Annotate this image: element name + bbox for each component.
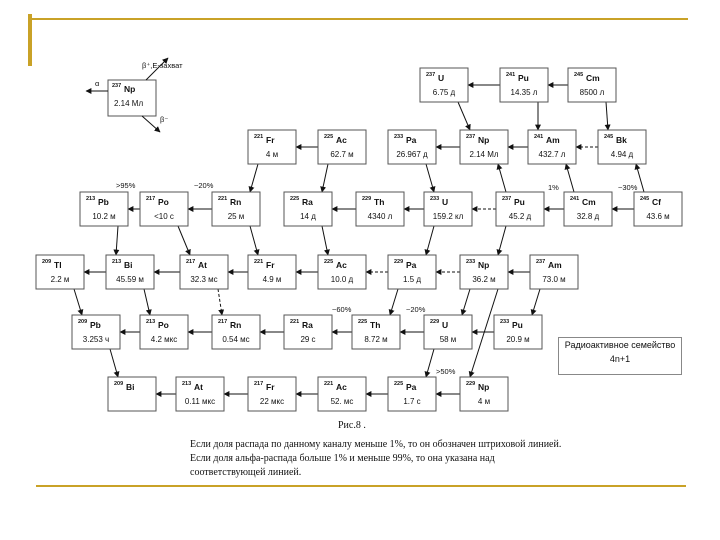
decay-arrow	[322, 164, 328, 192]
decay-arrow	[74, 289, 82, 315]
series-legend-title: Радиоактивное семейство	[564, 340, 676, 350]
element-symbol: Np	[478, 135, 490, 145]
mass-number: 245	[640, 196, 650, 202]
decay-arrow	[144, 289, 150, 315]
branch-percent-label: ~30%	[618, 183, 638, 192]
nuclide-tl209	[36, 255, 84, 289]
nuclide-u237	[420, 68, 468, 102]
element-symbol: U	[442, 197, 449, 207]
half-life: 52. мс	[330, 397, 354, 406]
nuclide-po213	[140, 315, 188, 349]
half-life: 32.3 мс	[190, 275, 218, 284]
mass-number: 245	[574, 72, 584, 78]
decay-arrow	[426, 349, 434, 377]
nuclide-ra221	[284, 315, 332, 349]
nuclide-u229	[424, 315, 472, 349]
nuclide-pa229	[388, 255, 436, 289]
mass-number: 217	[146, 196, 156, 202]
half-life: 32.8 д	[576, 212, 600, 221]
nuclide-am241	[528, 130, 576, 164]
element-symbol: Pa	[406, 260, 417, 270]
half-life: 73.0 м	[542, 275, 566, 284]
element-symbol: Th	[370, 320, 381, 330]
element-symbol: Cm	[582, 197, 596, 207]
element-symbol: Fr	[266, 260, 275, 270]
nuclide-po217	[140, 192, 188, 226]
half-life: 0.11 мкс	[184, 397, 216, 406]
half-life: 45.2 д	[508, 212, 532, 221]
mass-number: 221	[324, 381, 334, 387]
half-life: 20.9 м	[506, 335, 530, 344]
mass-number: 221	[254, 259, 264, 265]
key-half-life: 2.14 Мл	[114, 99, 144, 108]
nuclide-u233	[424, 192, 472, 226]
half-life: 2.2 м	[50, 275, 70, 284]
decay-arrow	[426, 226, 434, 255]
element-symbol: Ra	[302, 197, 313, 207]
element-symbol: Bi	[124, 260, 133, 270]
nuclide-cm241	[564, 192, 612, 226]
mass-number: 245	[604, 134, 614, 140]
half-life: 1.7 с	[403, 397, 421, 406]
half-life: 14 д	[300, 212, 316, 221]
element-symbol: Ac	[336, 260, 347, 270]
nuclide-at217	[180, 255, 228, 289]
mass-number: 237	[466, 134, 476, 140]
half-life: 4 м	[265, 150, 279, 159]
nuclide-bi213	[106, 255, 154, 289]
nuclide-np237	[460, 130, 508, 164]
half-life: 4 м	[477, 397, 491, 406]
element-symbol: Pu	[512, 320, 523, 330]
branch-percent-label: ~60%	[332, 305, 352, 314]
nuclide-pa233	[388, 130, 436, 164]
half-life: 8500 л	[579, 88, 605, 97]
nuclide-ra225	[284, 192, 332, 226]
mass-number: 225	[394, 381, 404, 387]
nuclide-ac225b	[318, 255, 366, 289]
element-symbol: Ac	[336, 382, 347, 392]
nuclide-np233	[460, 255, 508, 289]
mass-number: 225	[324, 259, 334, 265]
element-symbol: Fr	[266, 135, 275, 145]
series-legend-box	[558, 337, 682, 375]
mass-number: 225	[290, 196, 300, 202]
nuclide-pa225	[388, 377, 436, 411]
element-symbol: Tl	[54, 260, 62, 270]
element-symbol: Pu	[514, 197, 525, 207]
element-symbol: Np	[478, 260, 490, 270]
mass-number: 237	[426, 72, 436, 78]
series-legend-formula: 4n+1	[609, 354, 631, 364]
half-life: 36.2 м	[472, 275, 496, 284]
half-life: 2.14 Мл	[469, 150, 499, 159]
decay-arrow	[178, 226, 190, 255]
nuclide-bk245	[598, 130, 646, 164]
element-symbol: Am	[546, 135, 560, 145]
half-life: 22 мкс	[259, 397, 285, 406]
element-symbol: Rn	[230, 197, 242, 207]
decay-arrow	[250, 226, 258, 255]
nuclide-fr221b	[248, 255, 296, 289]
mass-number: 241	[570, 196, 580, 202]
nuclide-ac225a	[318, 130, 366, 164]
nuclide-pu241a	[500, 68, 548, 102]
mass-number: 233	[500, 319, 510, 325]
mass-number: 233	[430, 196, 440, 202]
mass-number: 241	[534, 134, 544, 140]
element-symbol: Pb	[98, 197, 109, 207]
element-symbol: Po	[158, 320, 169, 330]
half-life: 43.6 м	[646, 212, 670, 221]
half-life: 8.72 м	[364, 335, 388, 344]
decay-arrow	[110, 349, 118, 377]
nuclide-bi209	[108, 377, 156, 411]
element-symbol: Pa	[406, 382, 417, 392]
half-life: 25 м	[227, 212, 245, 221]
nuclide-pu237	[496, 192, 544, 226]
mass-number: 217	[254, 381, 264, 387]
nuclide-cf245	[634, 192, 682, 226]
mass-number: 213	[146, 319, 156, 325]
branch-percent-label: >50%	[436, 367, 456, 376]
half-life: 4.9 м	[262, 275, 282, 284]
element-symbol: Bi	[126, 382, 135, 392]
note-line-2: Если доля альфа-распада больше 1% и меньше 99%, то она указана над	[190, 453, 495, 464]
branch-percent-label: ~20%	[194, 181, 214, 190]
decay-arrow	[250, 164, 258, 192]
decay-arrow	[566, 164, 574, 192]
half-life: 4.94 д	[610, 150, 634, 159]
mass-number: 241	[506, 72, 516, 78]
decay-arrow	[532, 289, 540, 315]
element-symbol: Cm	[586, 73, 600, 83]
element-symbol: Cf	[652, 197, 661, 207]
element-symbol: Rn	[230, 320, 242, 330]
nuclide-th225	[352, 315, 400, 349]
half-life: 0.54 мс	[222, 335, 250, 344]
half-life: 6.75 д	[432, 88, 456, 97]
element-symbol: U	[442, 320, 449, 330]
half-life: 10.2 м	[92, 212, 116, 221]
element-symbol: Fr	[266, 382, 275, 392]
nuclide-rn221a	[212, 192, 260, 226]
mass-number: 221	[218, 196, 228, 202]
half-life: <10 с	[154, 212, 174, 221]
mass-number: 221	[290, 319, 300, 325]
mass-number: 213	[112, 259, 122, 265]
mass-number: 237	[536, 259, 546, 265]
mass-number: 225	[358, 319, 368, 325]
decay-arrow	[218, 289, 222, 315]
half-life: 45.59 м	[116, 275, 144, 284]
element-symbol: Th	[374, 197, 385, 207]
decay-arrow	[116, 226, 118, 255]
half-life: 4340 л	[367, 212, 393, 221]
mass-number: 217	[218, 319, 228, 325]
decay-arrow	[498, 226, 506, 255]
element-symbol: Bk	[616, 135, 627, 145]
element-symbol: U	[438, 73, 445, 83]
mass-number: 217	[186, 259, 196, 265]
branch-percent-label: ~20%	[406, 305, 426, 314]
nuclide-th229	[356, 192, 404, 226]
nuclide-am237	[530, 255, 578, 289]
decay-arrow	[498, 164, 506, 192]
branch-percent-label: >95%	[116, 181, 136, 190]
element-symbol: At	[198, 260, 207, 270]
element-symbol: Np	[478, 382, 490, 392]
half-life: 432.7 л	[538, 150, 566, 159]
element-symbol: Ac	[336, 135, 347, 145]
mass-number: 225	[324, 134, 334, 140]
decay-arrow	[426, 164, 434, 192]
key-beta-label: β⁻	[160, 115, 169, 124]
nuclide-rn217	[212, 315, 260, 349]
key-element-symbol: Np	[124, 84, 136, 94]
decay-mode-key	[86, 58, 183, 132]
half-life: 29 с	[300, 335, 316, 344]
half-life: 62.7 м	[330, 150, 354, 159]
key-alpha-label: α	[95, 79, 100, 88]
element-symbol: Pb	[90, 320, 101, 330]
mass-number: 229	[430, 319, 440, 325]
mass-number: 209	[78, 319, 88, 325]
mass-number: 213	[86, 196, 96, 202]
mass-number: 229	[466, 381, 476, 387]
note-line-3: соответствующей линией.	[190, 467, 302, 478]
element-symbol: At	[194, 382, 203, 392]
half-life: 26.967 д	[396, 150, 428, 159]
element-symbol: Ra	[302, 320, 313, 330]
element-symbol: Pu	[518, 73, 529, 83]
half-life: 14.35 л	[510, 88, 538, 97]
nuclide-pu233	[494, 315, 542, 349]
decay-arrow	[322, 226, 328, 255]
element-symbol: Am	[548, 260, 562, 270]
mass-number: 233	[394, 134, 404, 140]
mass-number: 209	[114, 381, 124, 387]
mass-number: 213	[182, 381, 192, 387]
nuclide-pb213	[80, 192, 128, 226]
mass-number: 229	[362, 196, 372, 202]
half-life: 3.253 ч	[82, 335, 110, 344]
decay-arrow	[606, 102, 608, 130]
mass-number: 229	[394, 259, 404, 265]
nuclide-fr217	[248, 377, 296, 411]
key-mass-number: 237	[112, 83, 122, 89]
element-symbol: Po	[158, 197, 169, 207]
nuclide-at213	[176, 377, 224, 411]
key-beta-arrow	[142, 116, 160, 132]
decay-arrow	[390, 289, 398, 315]
nuclide-ac221	[318, 377, 366, 411]
note-line-1: Если доля распада по данному каналу меньше 1%, то он обозначен штриховой линией.	[190, 439, 562, 450]
element-symbol: Pa	[406, 135, 417, 145]
nuclide-np229	[460, 377, 508, 411]
half-life: 10.0 д	[330, 275, 354, 284]
nuclide-cm245	[568, 68, 616, 102]
half-life: 1.5 д	[402, 275, 422, 284]
mass-number: 221	[254, 134, 264, 140]
key-capture-label: β⁺,E-захват	[142, 61, 183, 70]
decay-arrow	[458, 102, 470, 130]
half-life: 159.2 кл	[432, 212, 464, 221]
nuclide-fr221a	[248, 130, 296, 164]
mass-number: 209	[42, 259, 52, 265]
nuclide-pb209	[72, 315, 120, 349]
half-life: 58 м	[439, 335, 457, 344]
branch-percent-label: 1%	[548, 183, 559, 192]
decay-arrow	[462, 289, 470, 315]
mass-number: 237	[502, 196, 512, 202]
mass-number: 233	[466, 259, 476, 265]
figure-caption: Рис.8 .	[338, 420, 366, 431]
half-life: 4.2 мкс	[150, 335, 178, 344]
